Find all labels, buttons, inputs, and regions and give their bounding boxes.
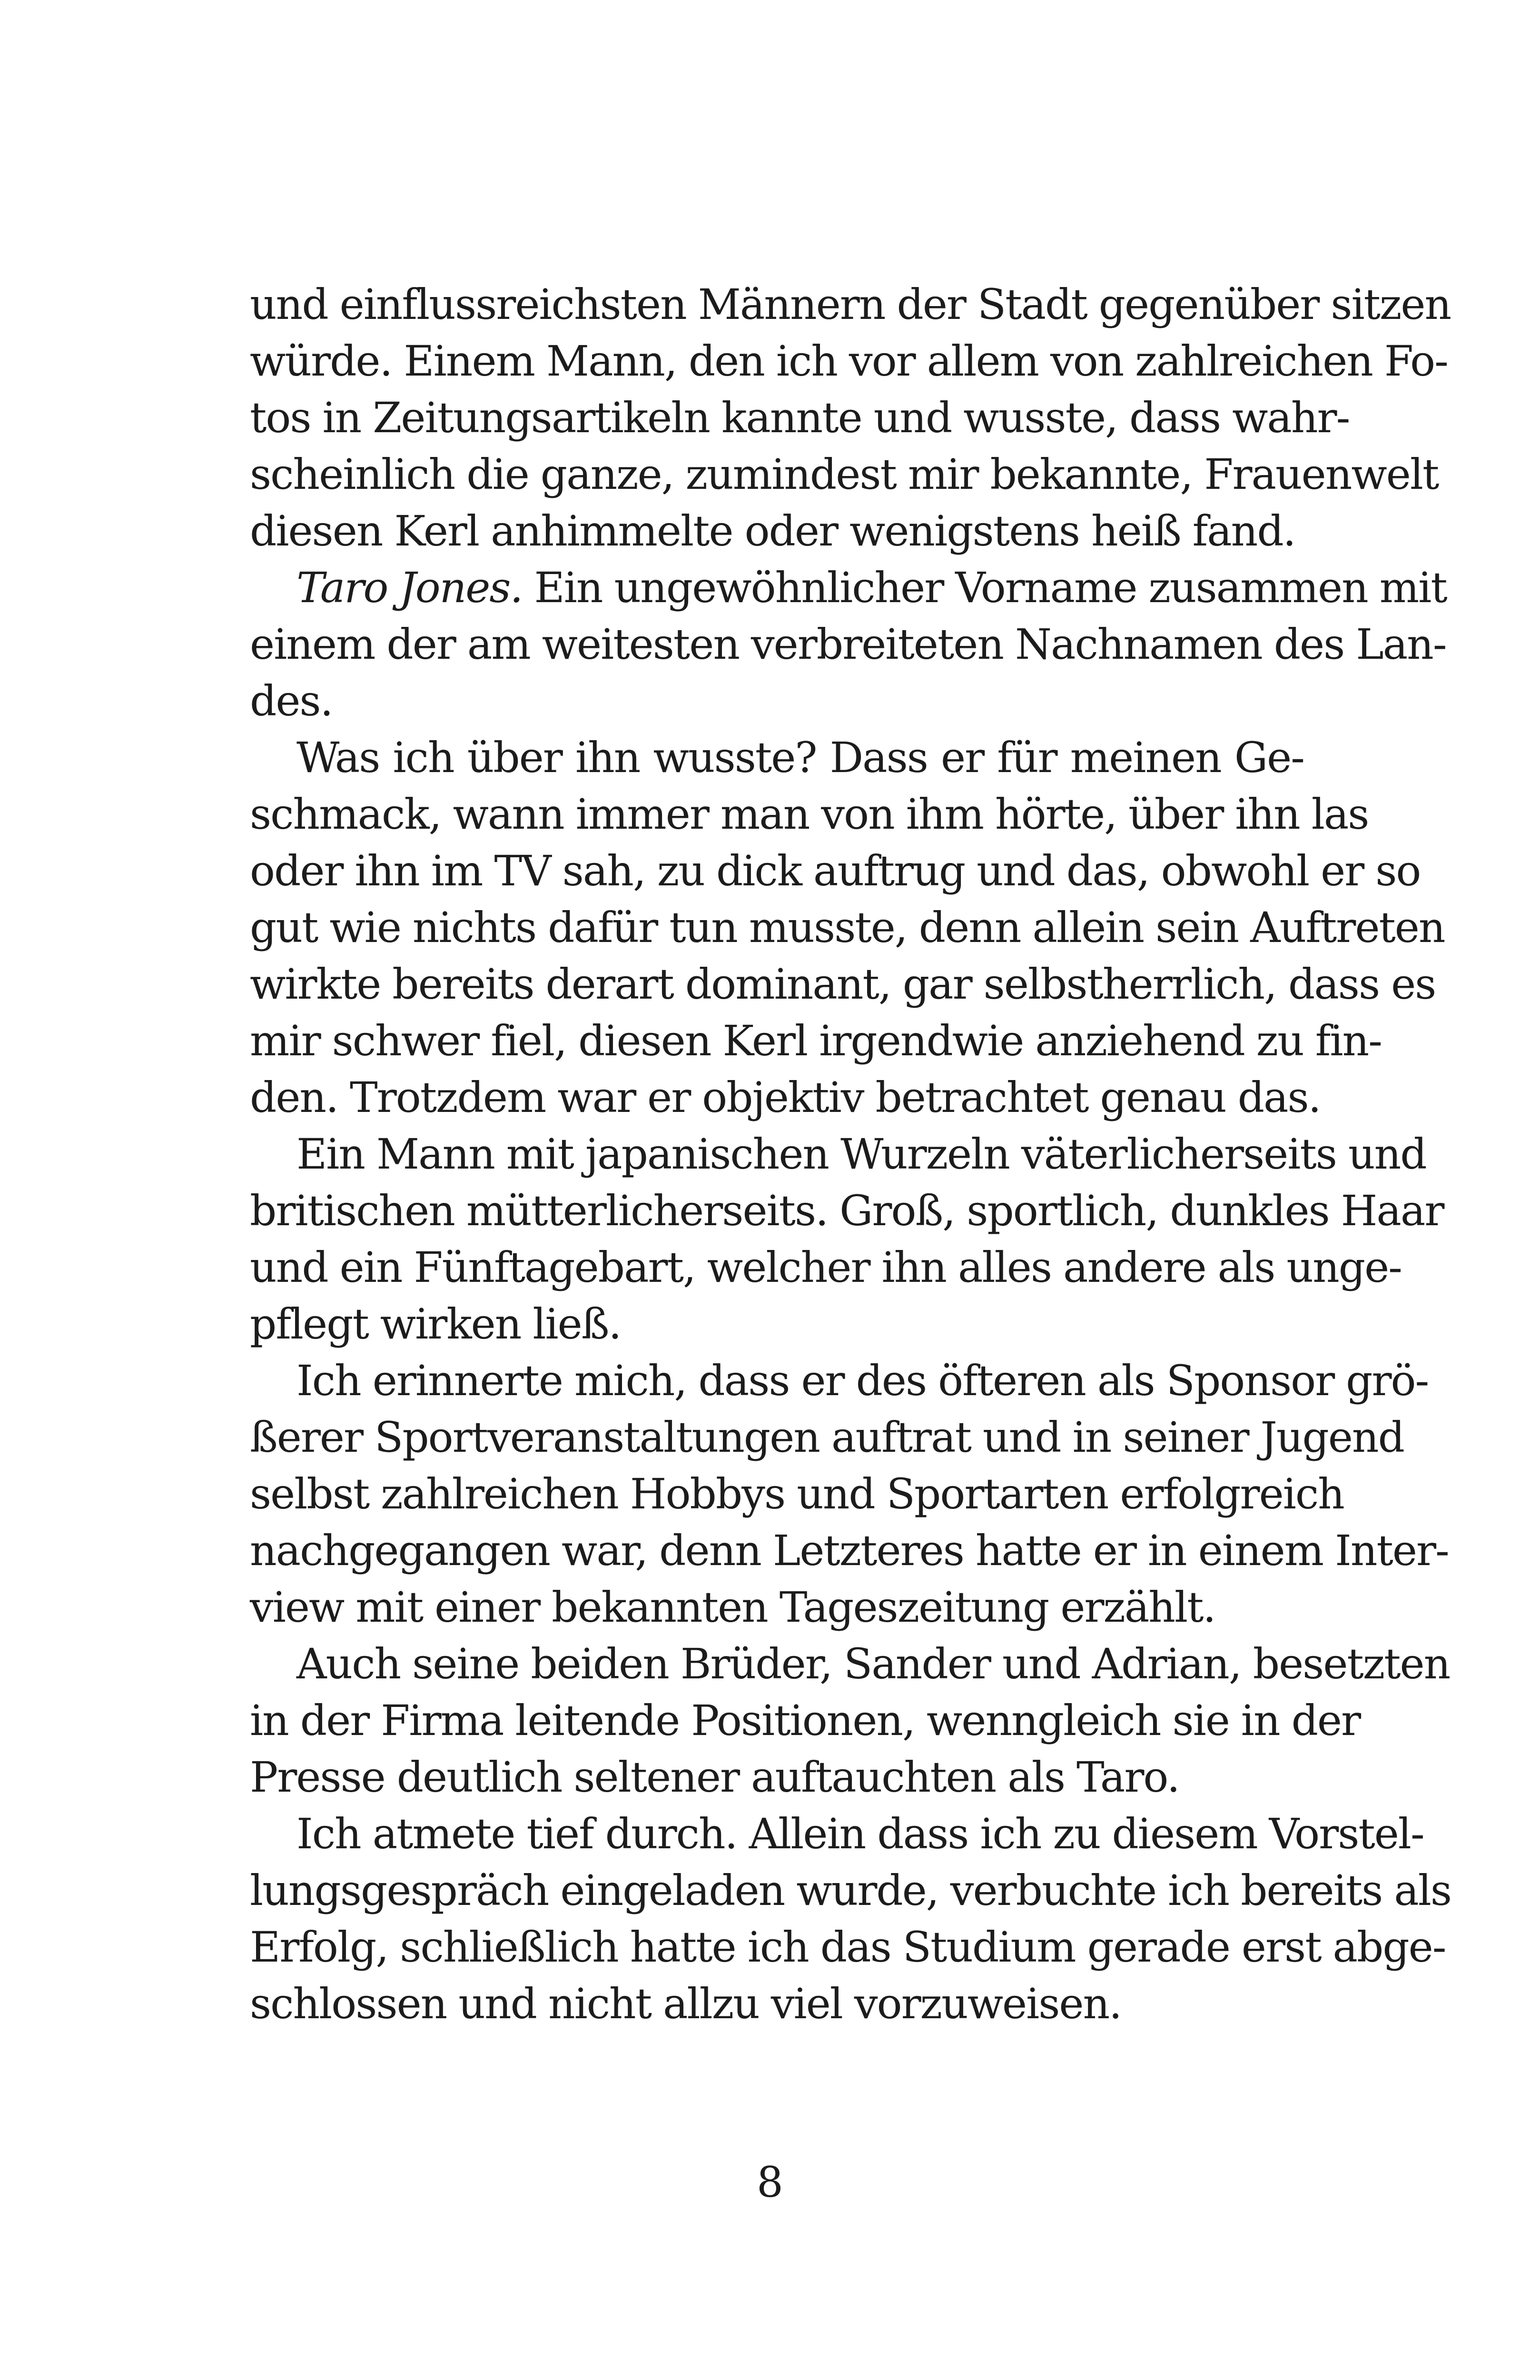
text-line: Ein Mann mit japanischen Wurzeln väterlicherseits und (296, 1130, 1426, 1179)
text-line: in der Firma leitende Positionen, wenngleich sie in der (250, 1696, 1361, 1745)
text-line: ßerer Sportveranstaltungen auftrat und in seiner Jugend (250, 1413, 1404, 1462)
paragraph-4 (250, 1126, 1444, 1352)
text-line: mir schwer fiel, diesen Kerl irgendwie anziehend zu fin- (250, 1016, 1382, 1065)
text-line: Erfolg, schließlich hatte ich das Studium gerade erst abge- (250, 1923, 1446, 1972)
paragraph-6 (250, 1636, 1450, 1805)
text-line: britischen mütterlicherseits. Groß, sportlich, dunkles Haar (250, 1186, 1444, 1235)
text-line: des. (250, 676, 333, 725)
text-line: Ich erinnerte mich, dass er des öfteren als Sponsor grö- (296, 1356, 1429, 1405)
paragraph-2 (250, 559, 1447, 729)
text-line: pflegt wirken ließ. (250, 1299, 621, 1349)
text-line: schlossen und nicht allzu viel vorzuweisen. (250, 1979, 1122, 2028)
text-line: schmack, wann immer man von ihm hörte, über ihn las (250, 790, 1369, 839)
paragraph-1 (250, 276, 1451, 559)
paragraph-3 (250, 729, 1445, 1126)
text-line: nachgegangen war, denn Letzteres hatte er in einem Inter- (250, 1526, 1449, 1575)
text-line: Ich atmete tief durch. Allein dass ich zu diesem Vorstel- (296, 1809, 1424, 1858)
text-line: und einflussreichsten Männern der Stadt gegenüber sitzen (250, 280, 1451, 329)
text-line: oder ihn im TV sah, zu dick auftrug und das, obwohl er so (250, 846, 1421, 895)
text-line: lungsgespräch eingeladen wurde, verbuchte ich bereits als (250, 1866, 1451, 1915)
text-line: tos in Zeitungsartikeln kannte und wusste, dass wahr- (250, 393, 1350, 442)
paragraph-7 (250, 1805, 1451, 2032)
text-line: diesen Kerl anhimmelte oder wenigstens heiß fand. (250, 506, 1295, 555)
text-line: Presse deutlich seltener auftauchten als Taro. (250, 1753, 1179, 1802)
text-line (250, 559, 1447, 616)
text-line: selbst zahlreichen Hobbys und Sportarten erfolgreich (250, 1469, 1344, 1518)
paragraph-5 (250, 1352, 1449, 1636)
text-line: Was ich über ihn wusste? Dass er für meinen Ge- (296, 733, 1304, 782)
italic-name: Taro Jones. (296, 563, 523, 612)
text-line: gut wie nichts dafür tun musste, denn allein sein Auftreten (250, 903, 1445, 952)
text-line: Auch seine beiden Brüder, Sander und Adrian, besetzten (296, 1639, 1450, 1688)
body-text (250, 276, 1451, 2032)
text-line: scheinlich die ganze, zumindest mir bekannte, Frauenwelt (250, 450, 1439, 499)
text-line: und ein Fünftagebart, welcher ihn alles andere als unge- (250, 1243, 1402, 1292)
text-line: view mit einer bekannten Tageszeitung erzählt. (250, 1583, 1215, 1632)
text-line-rest: Ein ungewöhnlicher Vorname zusammen mit (522, 563, 1447, 612)
page-number: 8 (757, 2158, 783, 2207)
text-line: den. Trotzdem war er objektiv betrachtet genau das. (250, 1073, 1321, 1122)
text-line: wirkte bereits derart dominant, gar selbstherrlich, dass es (250, 960, 1436, 1009)
text-line: würde. Einem Mann, den ich vor allem von zahlreichen Fo- (250, 337, 1448, 386)
text-line: einem der am weitesten verbreiteten Nachnamen des Lan- (250, 620, 1446, 669)
